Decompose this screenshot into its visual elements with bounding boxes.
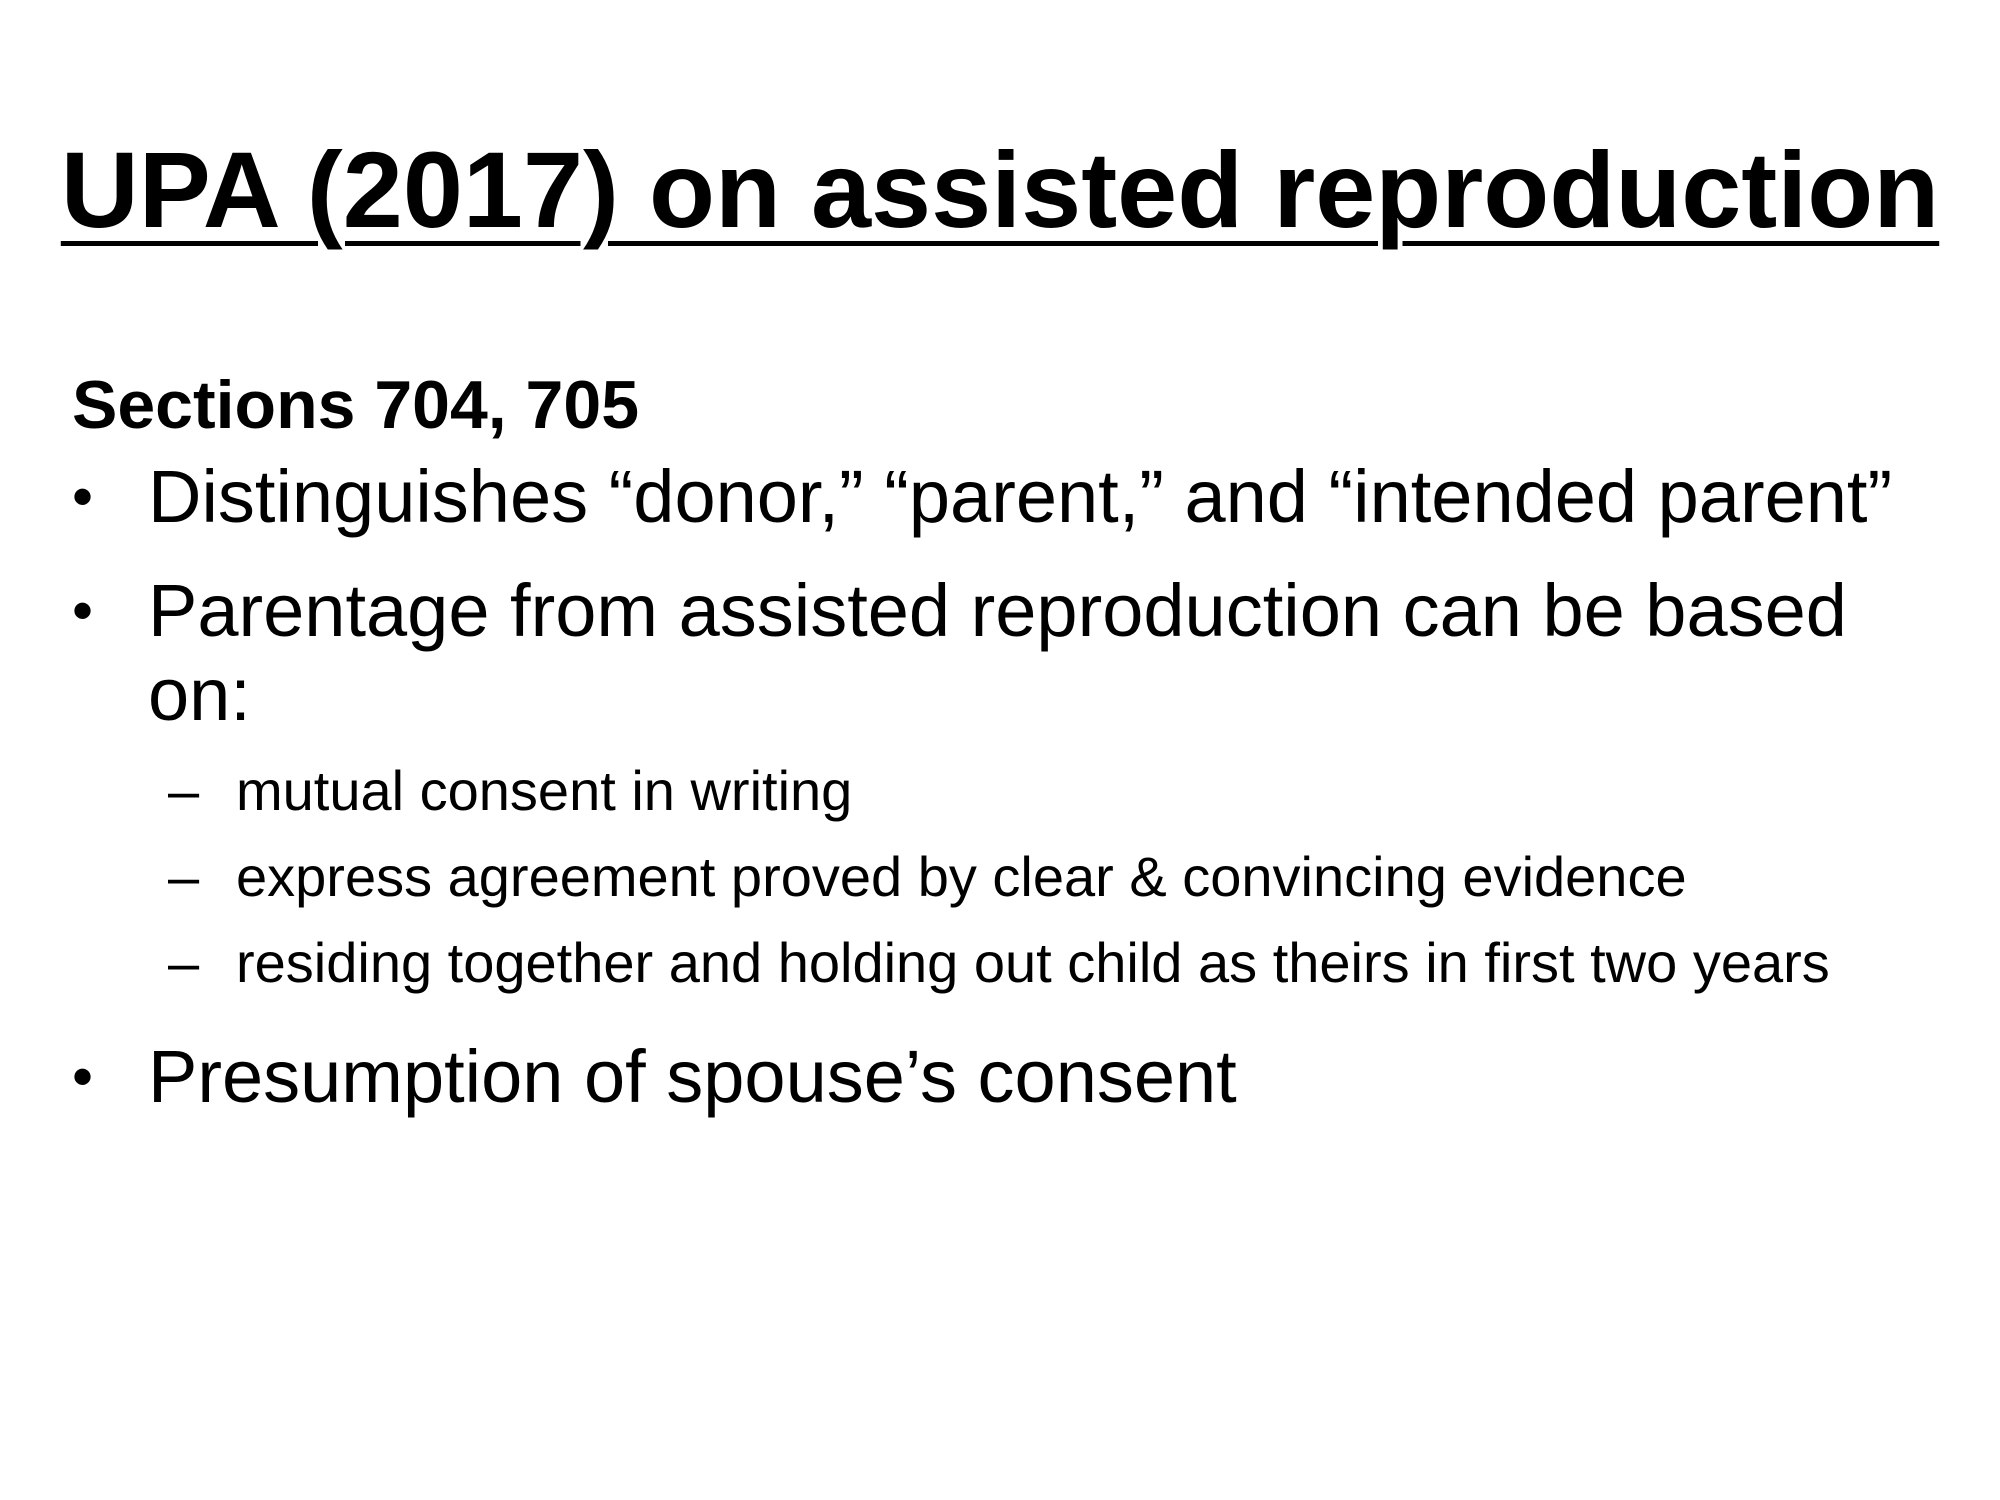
sub-bullet-residing-together [72,927,1952,999]
bullet-text: Presumption of spouse’s consent [148,1035,1237,1118]
section-heading: Sections 704, 705 [72,367,640,443]
bullet-marker: • [72,577,94,644]
bullet-marker: • [72,1043,94,1110]
bullet-text: Distinguishes “donor,” “parent,” and “intended parent” [148,455,1893,538]
sub-bullet-mutual-consent [72,755,1952,827]
bullet-distinguishes [72,455,1952,539]
sub-bullet-marker: – [168,759,200,822]
sub-bullet-express-agreement [72,841,1952,913]
sub-bullet-marker: – [168,931,200,994]
bullet-presumption [72,1035,1952,1119]
sub-bullet-text: mutual consent in writing [236,759,853,822]
sub-bullet-list [72,755,1952,999]
bullet-text: Parentage from assisted reproduction can be based on: [148,569,1847,736]
sub-bullet-marker: – [168,845,200,908]
slide-title-text: UPA (2017) on assisted reproduction [60,129,1940,250]
slide-body [72,365,1952,1149]
bullet-marker: • [72,463,94,530]
sub-bullet-text: residing together and holding out child as theirs in first two years [236,931,1830,994]
bullet-parentage [72,569,1952,737]
sub-bullet-text: express agreement proved by clear & convincing evidence [236,845,1687,908]
slide-title [0,125,2000,255]
